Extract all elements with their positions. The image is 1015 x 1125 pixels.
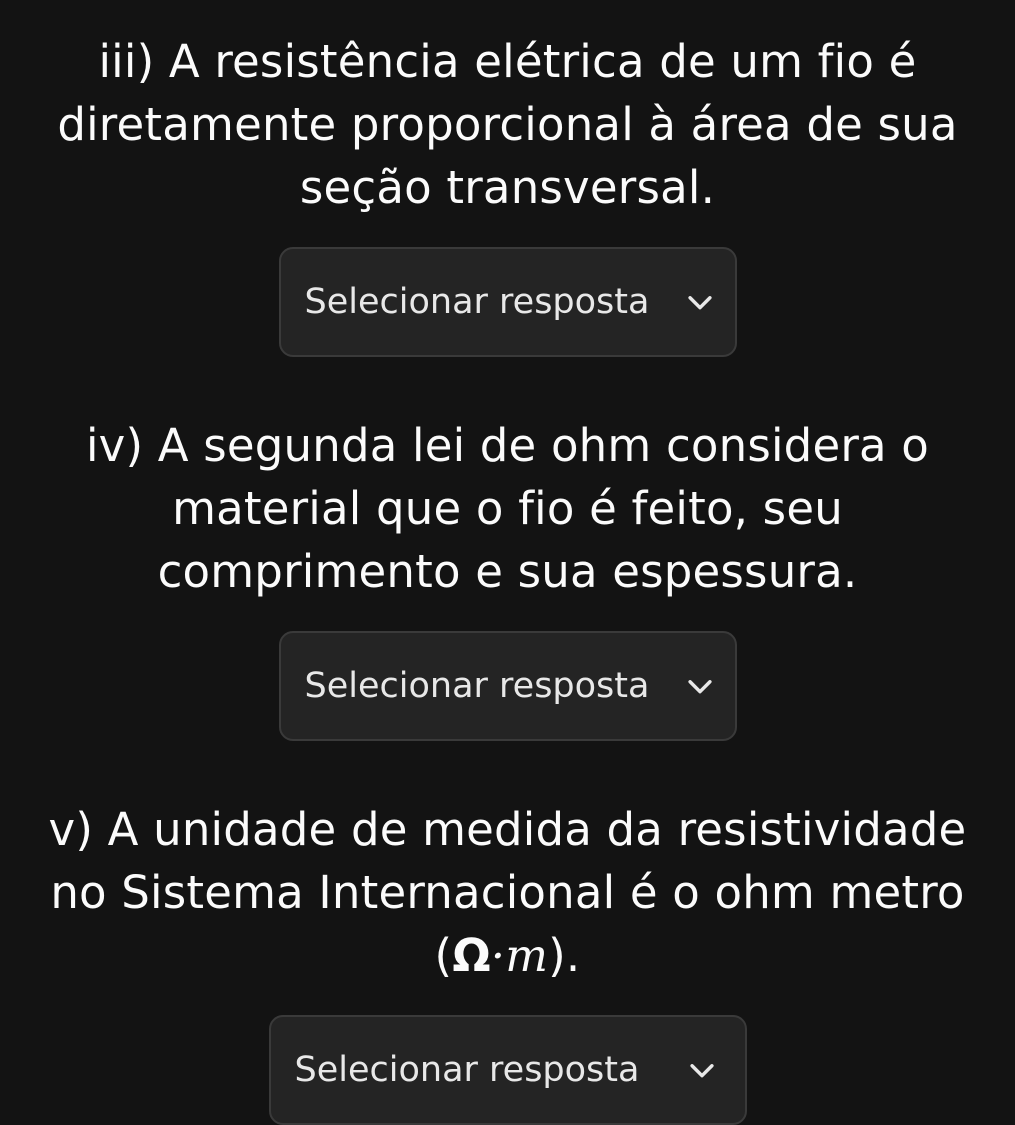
chevron-down-icon[interactable] (683, 669, 717, 703)
ohm-symbol: Ω (452, 929, 491, 982)
answer-select-wrapper-iv (279, 631, 737, 741)
question-text-v-lead: v) A unidade de medida da resistividade no Sistema Internacional é o ohm metro ( (48, 803, 967, 982)
question-text-iii-content: iii) A resistência elétrica de um fio é diretamente proporcional à área de sua seção transversal. (57, 35, 958, 214)
question-text-v (18, 798, 998, 987)
chevron-down-icon[interactable] (685, 1053, 719, 1087)
answer-select-iii-label: Selecionar resposta (304, 282, 650, 322)
answer-select-wrapper-v (269, 1015, 747, 1125)
question-text-iv-content: iv) A segunda lei de ohm considera o material que o fio é feito, seu comprimento e sua espessura. (85, 419, 930, 598)
question-item (0, 798, 1015, 1125)
answer-select-iv-label: Selecionar resposta (304, 666, 650, 706)
question-text-iv (18, 414, 998, 603)
answer-select-v-label: Selecionar resposta (294, 1050, 640, 1090)
question-item (0, 414, 1015, 741)
question-text-v-tail: ). (548, 929, 581, 982)
answer-select-iii[interactable] (279, 247, 737, 357)
answer-select-wrapper-iii (279, 247, 737, 357)
answer-select-v[interactable] (269, 1015, 747, 1125)
meter-unit: ·m (490, 929, 549, 982)
chevron-down-icon[interactable] (683, 285, 717, 319)
question-item (0, 30, 1015, 357)
question-text-iii (18, 30, 998, 219)
answer-select-iv[interactable] (279, 631, 737, 741)
